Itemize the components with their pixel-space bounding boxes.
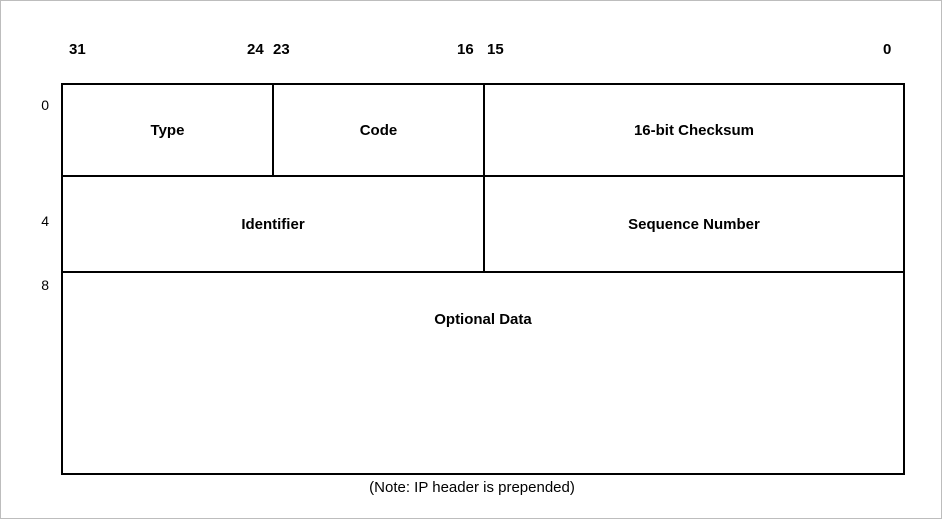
table-row <box>62 176 904 272</box>
footer-note: (Note: IP header is prepended) <box>369 479 575 496</box>
bit-label-24: 24 <box>247 41 264 58</box>
byte-offset-0: 0 <box>41 97 49 113</box>
code-field: Code <box>273 84 484 176</box>
bit-label-0: 0 <box>883 41 892 58</box>
bit-position-ruler <box>1 41 942 63</box>
optional-data-field <box>62 272 904 474</box>
table-row <box>62 272 904 474</box>
identifier-field: Identifier <box>62 176 484 272</box>
bit-label-31: 31 <box>69 41 86 58</box>
table-row <box>62 84 904 176</box>
bit-label-23: 23 <box>273 41 290 58</box>
byte-offset-8: 8 <box>41 277 49 293</box>
type-field: Type <box>62 84 273 176</box>
byte-offset-4: 4 <box>41 213 49 229</box>
sequence-number-field: Sequence Number <box>484 176 904 272</box>
packet-layout-table <box>61 83 905 475</box>
checksum-field: 16-bit Checksum <box>484 84 904 176</box>
optional-data-label: Optional Data <box>434 311 532 328</box>
bit-label-16: 16 <box>457 41 474 58</box>
bit-label-15: 15 <box>487 41 504 58</box>
